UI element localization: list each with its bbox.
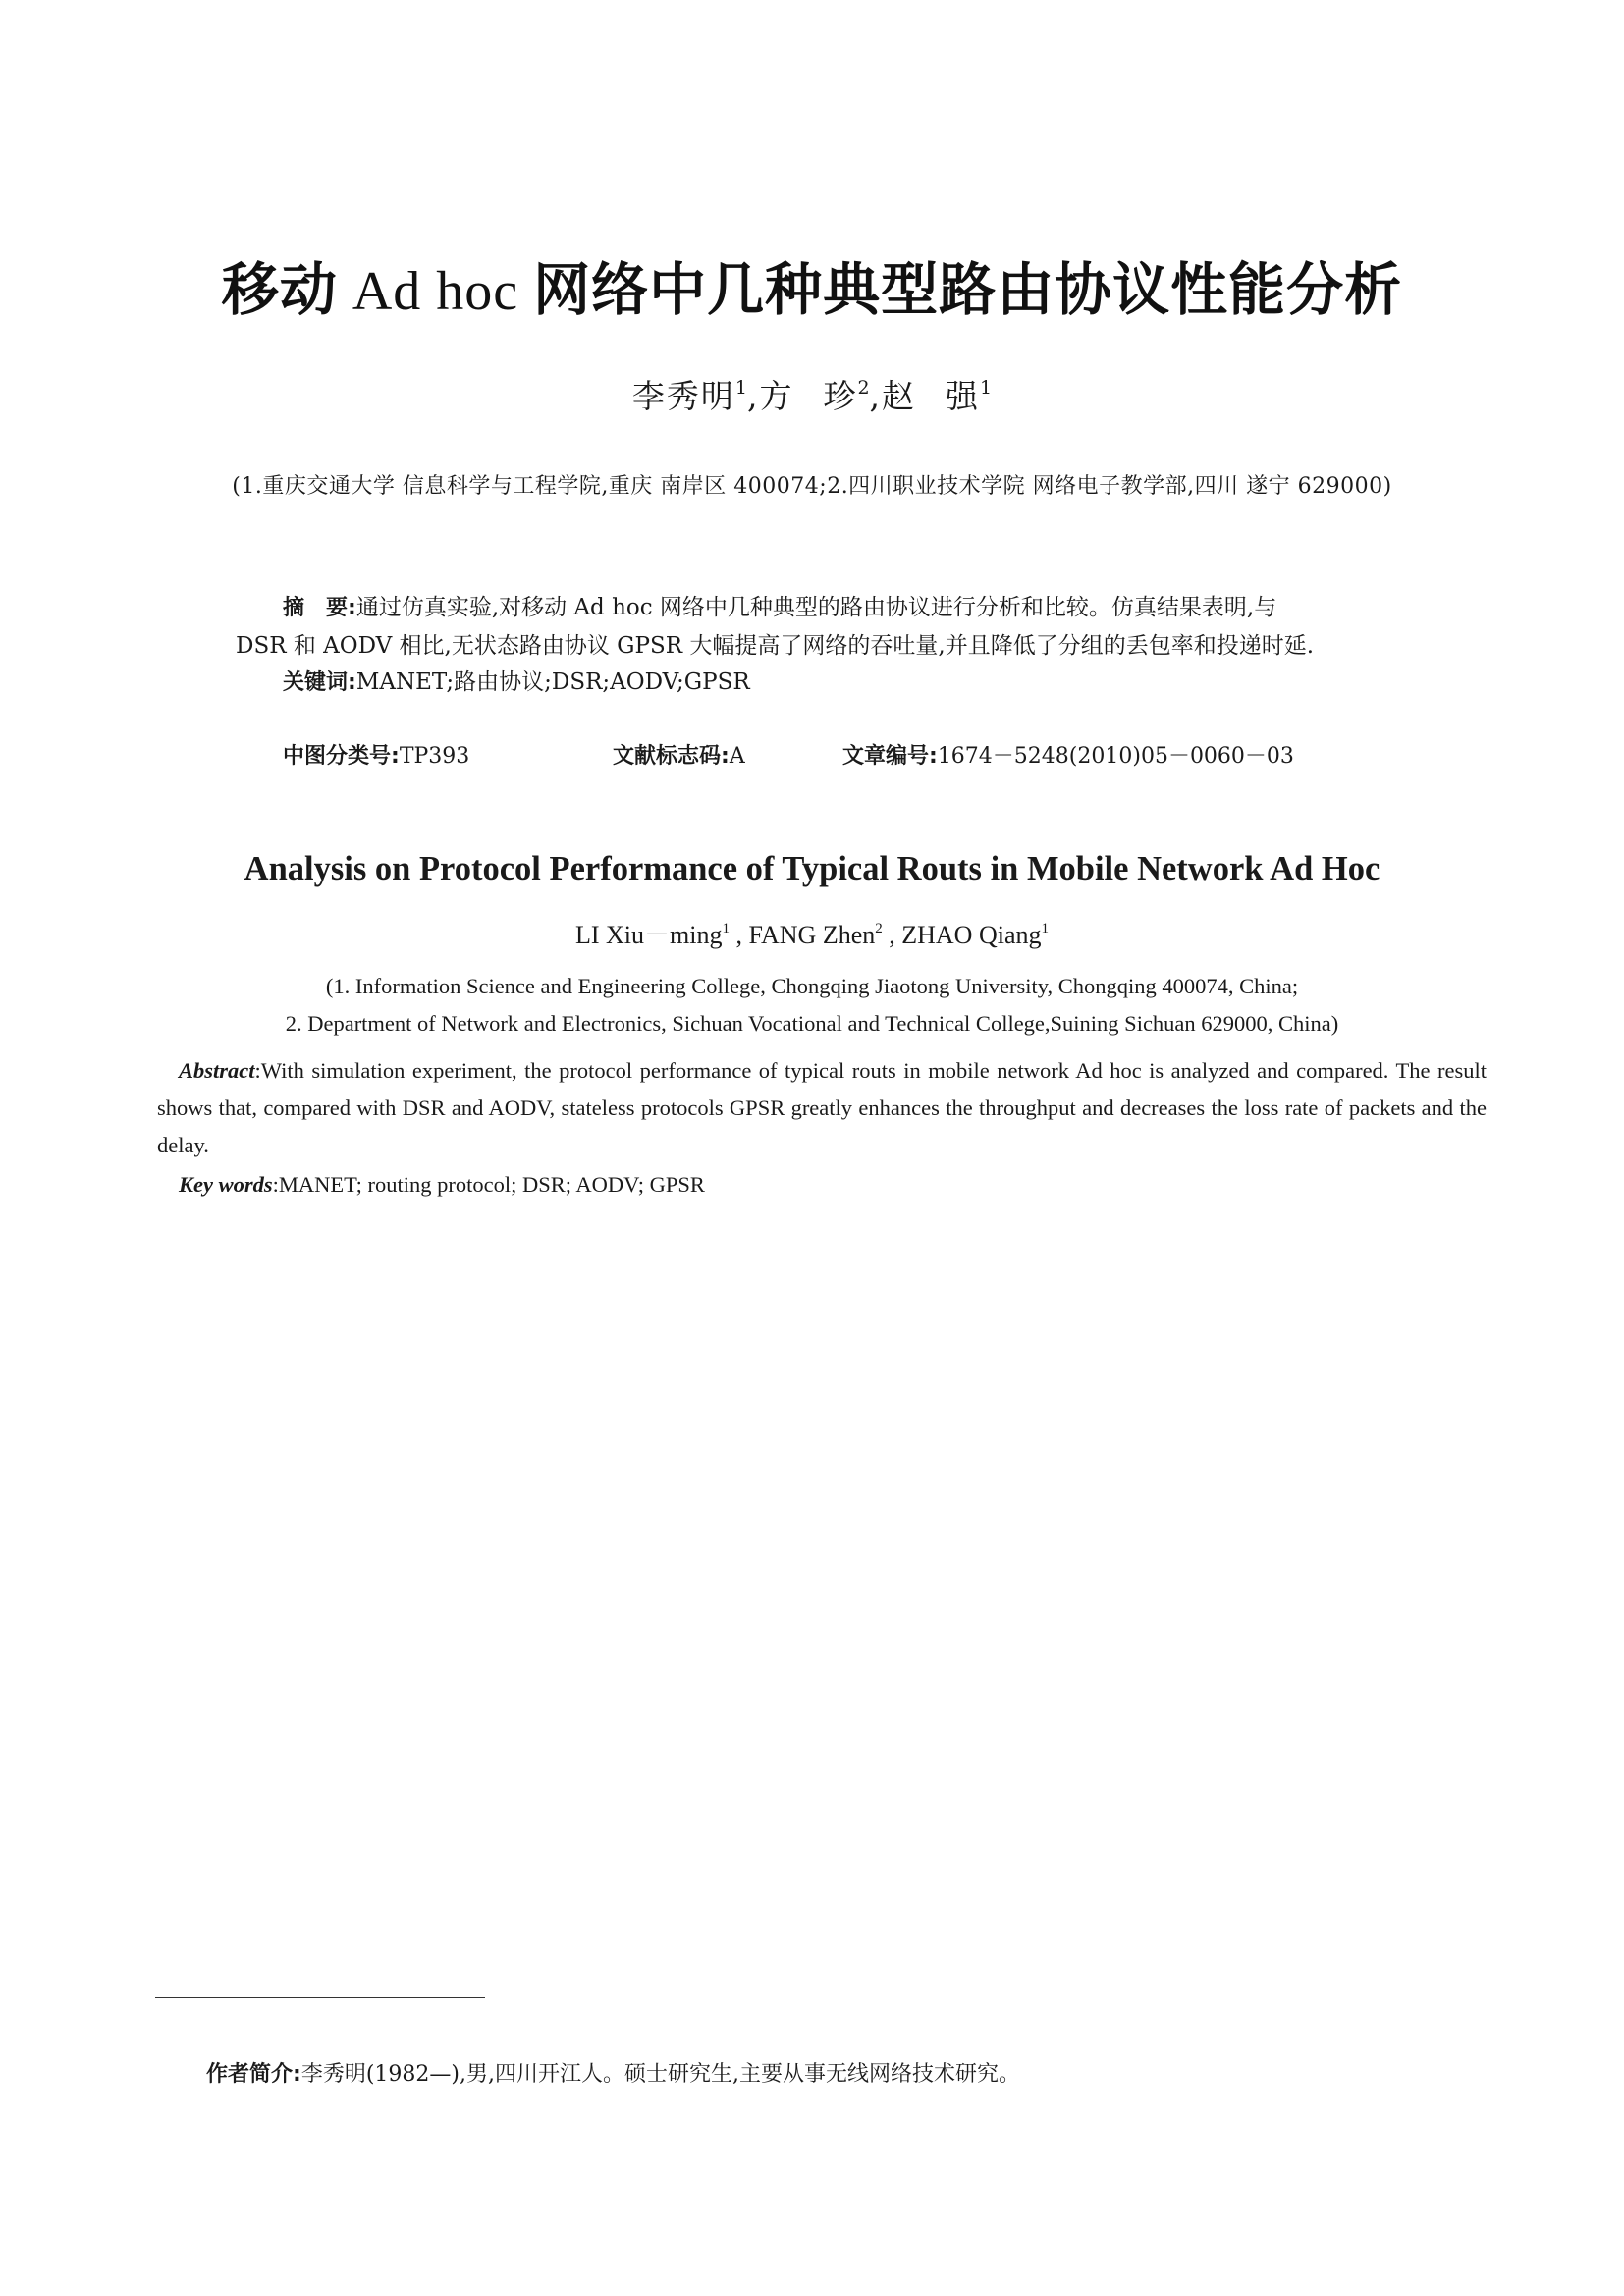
clc-value: TP393 bbox=[399, 744, 470, 769]
chinese-keywords bbox=[283, 664, 1363, 702]
english-abstract-label: Abstract bbox=[179, 1058, 255, 1083]
english-abstract-text: With simulation experiment, the protocol performance of typical routs in mobile network Ad hoc is analyzed and compared. The result shows that, compared with DSR and AODV, stateless protocols GPSR greatly enhances the throughput and decreases the loss rate of packets and the delay. bbox=[157, 1058, 1487, 1157]
english-author-separator-2: , bbox=[882, 921, 902, 949]
chinese-title-post: 网络中几种典型路由协议性能分析 bbox=[533, 256, 1403, 323]
chinese-affiliation: (1.重庆交通大学 信息科学与工程学院,重庆 南岸区 400074;2.四川职业技术学院 网络电子教学部,四川 遂宁 629000) bbox=[232, 474, 1392, 499]
english-abstract-colon: : bbox=[254, 1058, 261, 1083]
chinese-abstract-label: 摘 要: bbox=[283, 596, 356, 620]
author-1-affil-mark: 1 bbox=[734, 377, 747, 399]
author-2-name-start: ,方 bbox=[746, 377, 794, 415]
english-keywords-colon: : bbox=[272, 1172, 279, 1197]
author-bio-label: 作者简介: bbox=[206, 2062, 301, 2087]
english-author-separator-1: , bbox=[729, 921, 749, 949]
clc-label: 中图分类号: bbox=[283, 744, 400, 769]
english-author-3: ZHAO Qiang bbox=[901, 921, 1042, 949]
document-code-value: A bbox=[729, 744, 745, 769]
author-3-name-start: ,赵 bbox=[869, 377, 917, 415]
document-code-label: 文献标志码: bbox=[613, 744, 730, 769]
english-affiliations bbox=[0, 968, 1624, 1042]
english-author-3-affil-mark: 1 bbox=[1041, 921, 1050, 936]
author-bio-text: 李秀明(1982—),男,四川开江人。硕士研究生,主要从事无线网络技术研究。 bbox=[300, 2062, 1020, 2087]
chinese-title-latin: Ad hoc bbox=[337, 261, 534, 322]
author-3-name-end: 强 bbox=[946, 377, 981, 415]
english-title: Analysis on Protocol Performance of Typical Routs in Mobile Network Ad Hoc bbox=[244, 850, 1380, 887]
chinese-abstract-line-2: DSR 和 AODV 相比,无状态路由协议 GPSR 大幅提高了网络的吞吐量,并且降低了分组的丢包率和投递时延. bbox=[236, 633, 1315, 659]
chinese-keywords-label: 关键词: bbox=[283, 670, 356, 695]
author-3-affil-mark: 1 bbox=[980, 377, 993, 399]
chinese-keywords-value: MANET;路由协议;DSR;AODV;GPSR bbox=[355, 669, 750, 695]
english-authors bbox=[0, 915, 1624, 951]
english-keywords bbox=[179, 1166, 1455, 1203]
english-author-1-affil-mark: 1 bbox=[722, 921, 730, 936]
english-author-2-affil-mark: 2 bbox=[875, 921, 883, 936]
author-2-affil-mark: 2 bbox=[857, 377, 870, 399]
english-affiliation-line-1: (1. Information Science and Engineering College, Chongqing Jiaotong University, Chongqing 400074, China; bbox=[325, 974, 1299, 998]
chinese-abstract bbox=[236, 589, 1394, 665]
chinese-authors bbox=[0, 371, 1624, 417]
article-number-value: 1674－5248(2010)05－0060－03 bbox=[937, 744, 1294, 769]
english-keywords-label: Key words bbox=[179, 1172, 273, 1197]
author-1-name: 李秀明 bbox=[631, 377, 735, 415]
english-author-2: FANG Zhen bbox=[748, 921, 876, 949]
english-abstract bbox=[157, 1052, 1487, 1164]
english-author-1: LI Xiu－ming bbox=[574, 921, 723, 949]
article-number-field bbox=[842, 740, 1294, 774]
chinese-title-pre: 移动 bbox=[221, 256, 338, 323]
chinese-abstract-line-1: 通过仿真实验,对移动 Ad hoc 网络中几种典型的路由协议进行分析和比较。仿真结果表明,与 bbox=[355, 595, 1277, 620]
article-number-label: 文章编号: bbox=[842, 744, 938, 769]
clc-field bbox=[283, 740, 469, 774]
english-affiliation-line-2: 2. Department of Network and Electronics, Sichuan Vocational and Technical College,Suining Sichuan 629000, China) bbox=[285, 1011, 1339, 1036]
author-bio-footnote bbox=[206, 2059, 1483, 2091]
footnote-rule bbox=[155, 1997, 485, 1998]
author-2-name-end: 珍 bbox=[823, 377, 858, 415]
document-code-field bbox=[613, 740, 745, 774]
chinese-title bbox=[0, 243, 1624, 326]
english-keywords-value: MANET; routing protocol; DSR; AODV; GPSR bbox=[278, 1172, 705, 1197]
